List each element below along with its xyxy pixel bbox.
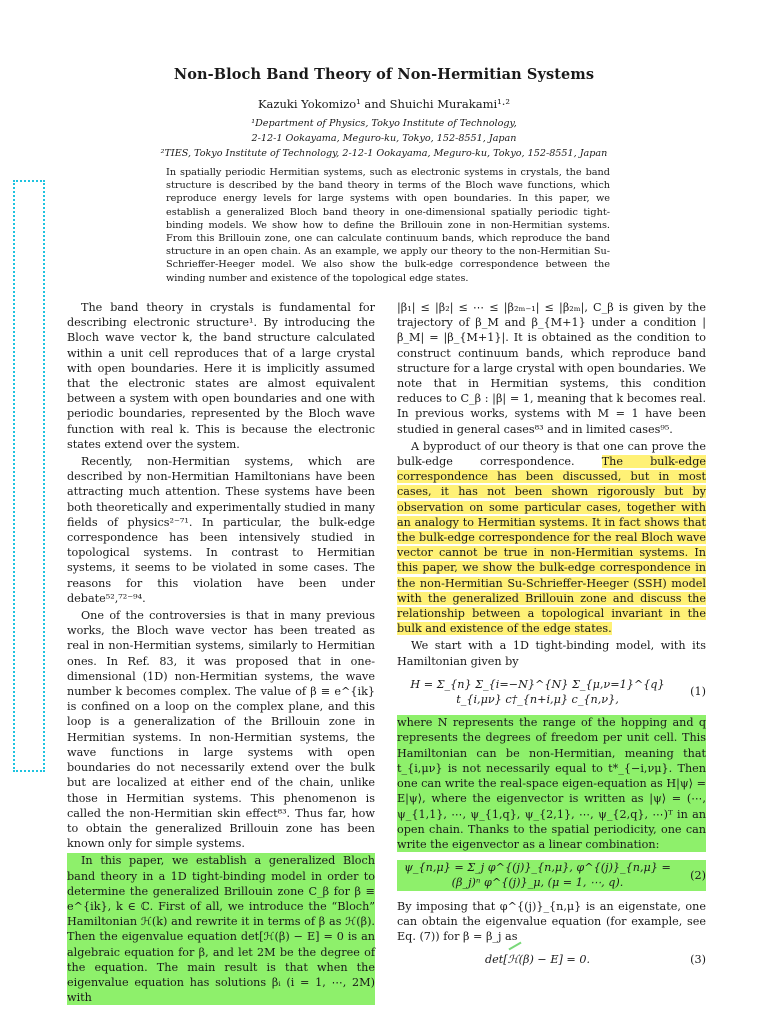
equation-1-number: (1) xyxy=(690,685,706,699)
right-paragraph-4-highlighted: where N represents the range of the hopping and q represents the degrees of freedom per unit cell. This Hamiltonian can be non-Hermitian, meaning that t_{i,μν} is not necessarily equal to t*_{−i,νμ}. Then one can write the real-space eigen-equation as H|ψ⟩ = E|ψ⟩, where the eigenvector is written as |ψ⟩ = (⋯, ψ_{1,1}, ⋯, ψ_{1,q}, ψ_{2,1}, ⋯, ψ_{2,q}, ⋯)ᵀ in an open chain. Thanks to the spatial periodicity, one can write the eigenvector as a linear combination: xyxy=(397,716,706,851)
equation-2-body: ψ_{n,μ} = Σ_j φ^{(j)}_{n,μ}, φ^{(j)}_{n,μ} = (β_j)ⁿ φ^{(j)}_μ, (μ = 1, ⋯, q). xyxy=(404,861,671,890)
left-column xyxy=(67,300,375,1007)
right-paragraph-2-highlighted: The bulk-edge correspondence has been discussed, but in most cases, it has not been shown rigorously but by observation on some particular cases, together with an analogy to Hermitian systems. It in fact shows that the bulk-edge correspondence for the real Bloch wave vector cannot be true in non-Hermitian systems. In this paper, we show the bulk-edge correspondence in the non-Hermitian Su-Schrieffer-Heeger (SSH) model with the generalized Brillouin zone and discuss the relationship between a topological invariant in the bulk and existence of the edge states. xyxy=(397,455,706,636)
right-paragraph-1: |β₁| ≤ |β₂| ≤ ⋯ ≤ |β₂ₘ₋₁| ≤ |β₂ₘ|, C_β is given by the trajectory of β_M and β_{M+1} under a condition |β_M| = |β_{M+1}|. It is obtained as the condition to construct continuum bands, which reproduce band structure for a large crystal with open boundaries. We note that in Hermitian systems, this condition reduces to C_β : |β| = 1, meaning that k becomes real. In previous works, systems with M = 1 have been studied in general cases⁸³ and in limited cases⁹⁵. xyxy=(397,301,706,436)
equation-2 xyxy=(397,860,706,890)
margin-selection-box xyxy=(13,180,45,772)
equation-3-body: det[ℋ(β) − E] = 0. xyxy=(484,953,591,967)
affiliation-3: ²TIES, Tokyo Institute of Technology, 2-12-1 Ookayama, Meguro-ku, Tokyo, 152-8551, Japan xyxy=(160,148,608,159)
equation-1 xyxy=(397,677,706,707)
left-paragraph-2: Recently, non-Hermitian systems, which are described by non-Hermitian Hamiltonians have been attracting much attention. These systems have been both theoretically and experimentally studied in many fields of physics²⁻⁷¹. In particular, the bulk-edge correspondence has been intensively studied in topological systems. In contrast to Hermitian systems, it seems to be violated in some cases. The reasons for this violation have been under debate⁵²,⁷²⁻⁹⁴. xyxy=(67,455,375,605)
affiliation-1: ¹Department of Physics, Tokyo Institute of Technology, xyxy=(251,118,517,129)
equation-2-number: (2) xyxy=(690,868,706,882)
left-paragraph-4-highlighted: In this paper, we establish a generalized Bloch band theory in a 1D tight-binding model in order to determine the generalized Brillouin zone C_β for β ≡ e^{ik}, k ∈ ℂ. First of all, we introduce the “Bloch” Hamiltonian ℋ(k) and rewrite it in terms of β as ℋ(β). Then the eigenvalue equation det[ℋ(β) − E] = 0 is an algebraic equation for β, and let 2M be the degree of the equation. The main result is that when the eigenvalue equation has solutions βᵢ (i = 1, ⋯, 2M) with xyxy=(67,854,375,1005)
left-paragraph-3: One of the controversies is that in many previous works, the Bloch wave vector has been treated as real in non-Hermitian systems, similarly to Hermitian ones. In Ref. 83, it was proposed that in one-dimensional (1D) non-Hermitian systems, the wave number k becomes complex. The value of β ≡ e^{ik} is confined on a loop on the complex plane, and this loop is a generalization of the Brillouin zone in Hermitian systems. In non-Hermitian systems, the wave functions in large systems with open boundaries do not necessarily extend over the bulk but are localized at either end of the chain, unlike those in Hermitian systems. This phenomenon is called the non-Hermitian skin effect⁸³. Thus far, how to obtain the generalized Brillouin zone has been known only for simple systems. xyxy=(67,609,375,851)
author-line: Kazuki Yokomizo¹ and Shuichi Murakami¹·² xyxy=(257,97,511,111)
equation-3 xyxy=(397,952,706,967)
right-paragraph-3: We start with a 1D tight-binding model, with its Hamiltonian given by xyxy=(397,639,706,668)
equation-1-body: H = Σ_{n} Σ_{i=−N}^{N} Σ_{μ,ν=1}^{q} t_{i,μν} c†_{n+i,μ} c_{n,ν}, xyxy=(410,677,665,707)
equation-3-number: (3) xyxy=(690,953,706,967)
left-paragraph-1: The band theory in crystals is fundamental for describing electronic structure¹. By introducing the Bloch wave vector k, the band structure calculated within a unit cell reproduces that of a large crystal with open boundaries. Here it is implicitly assumed that the electronic states are almost equivalent between a system with open boundaries and one with periodic boundaries, represented by the Bloch wave function with real k. This is because the electronic states extend over the system. xyxy=(67,301,375,451)
abstract: In spatially periodic Hermitian systems, such as electronic systems in crystals, the band structure is described by the band theory in terms of the Bloch wave functions, which reproduce energy levels for large systems with open boundaries. In this paper, we establish a generalized Bloch band theory in one-dimensional spatially periodic tight-binding models. We show how to define the Brillouin zone in non-Hermitian systems. From this Brillouin zone, one can calculate continuum bands, which reproduce the band structure in an open chain. As an example, we apply our theory to the non-Hermitian Su-Schrieffer-Heeger model. We also show the bulk-edge correspondence between the winding number and existence of the topological edge states. xyxy=(166,167,610,284)
affiliation-2: 2-12-1 Ookayama, Meguro-ku, Tokyo, 152-8551, Japan xyxy=(251,133,517,144)
right-paragraph-5: By imposing that φ^{(j)}_{n,μ} is an eigenstate, one can obtain the eigenvalue equation (for example, see Eq. (7)) for β = β_j as xyxy=(397,899,706,943)
paper-title: Non-Bloch Band Theory of Non-Hermitian Systems xyxy=(173,66,595,83)
right-paragraph-2-intro: A byproduct of our theory is that one can prove the bulk-edge correspondence. xyxy=(397,439,706,469)
right-column xyxy=(397,300,706,975)
right-paragraph-2 xyxy=(397,439,706,637)
